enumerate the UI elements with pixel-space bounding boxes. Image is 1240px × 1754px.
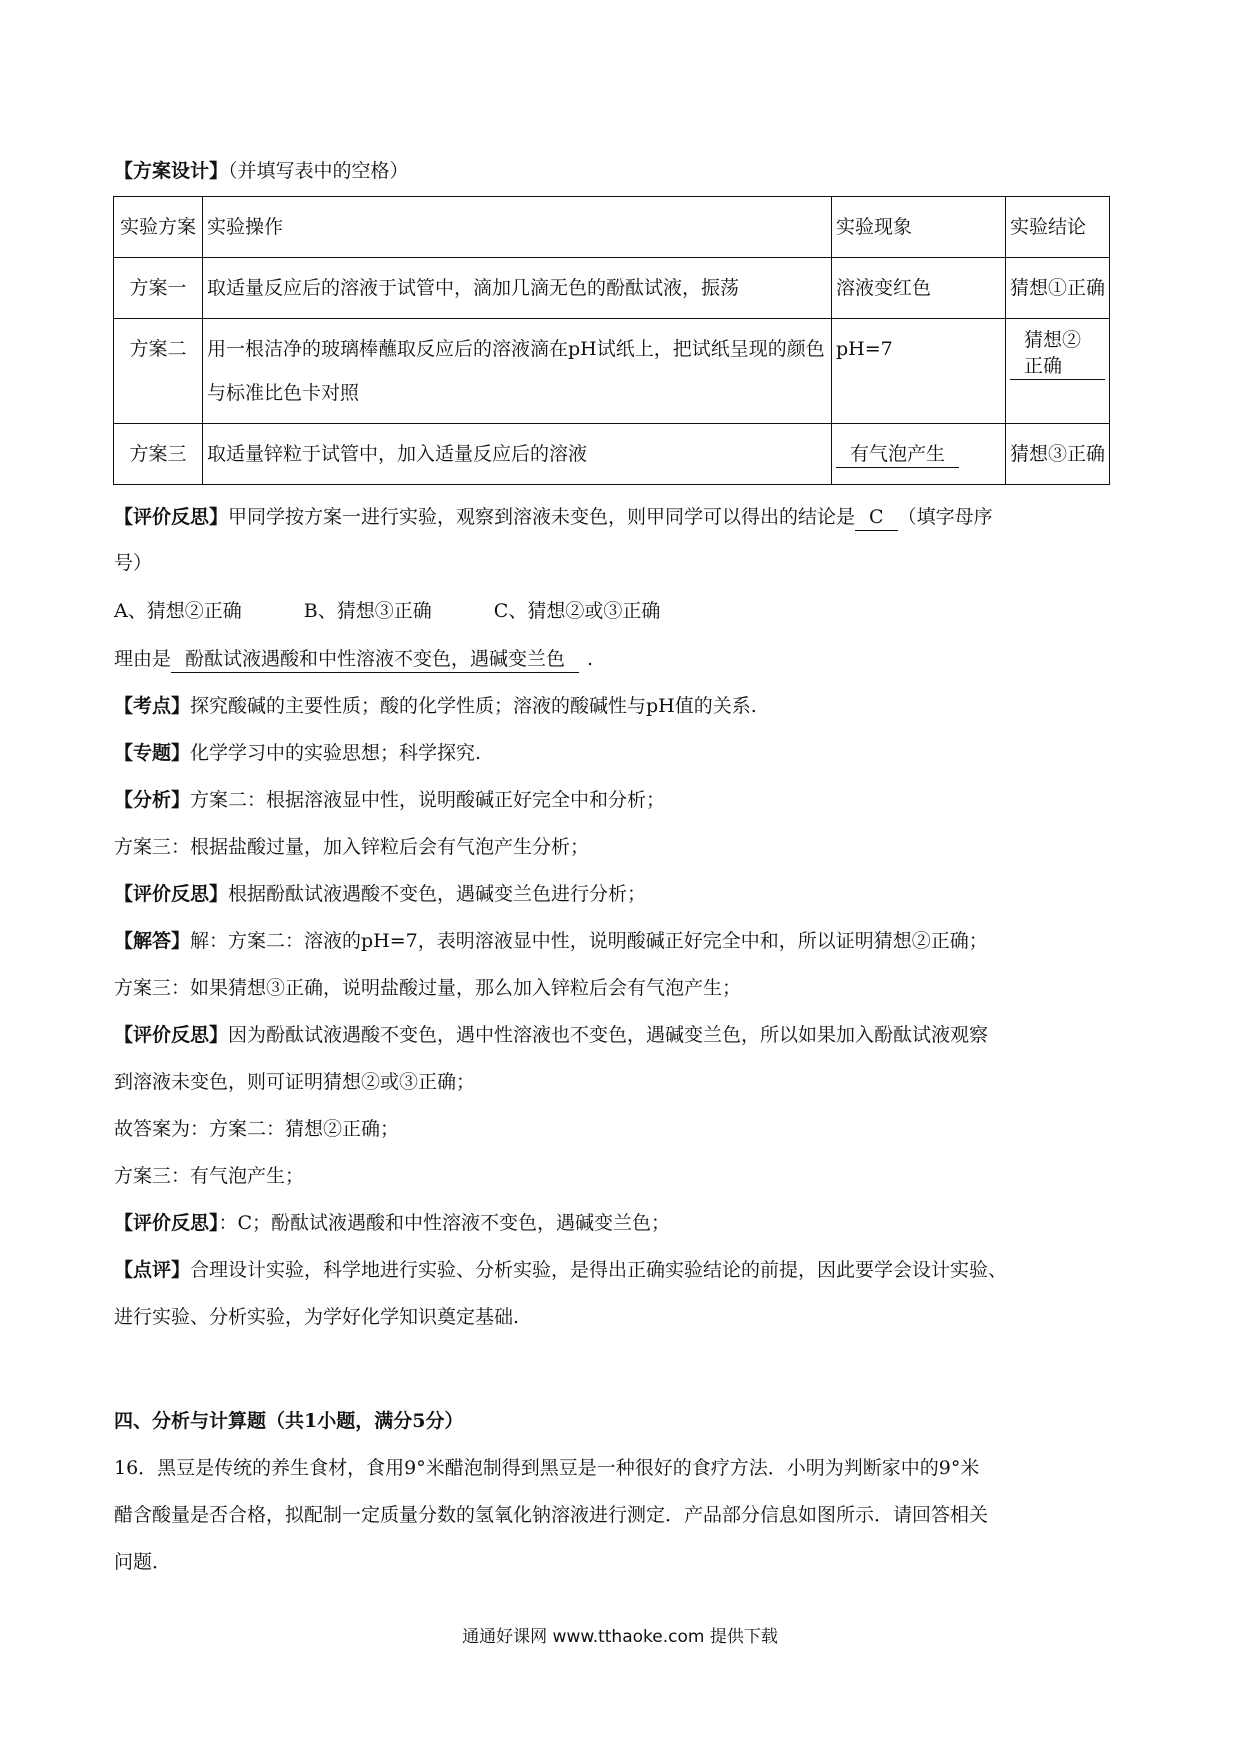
row-conclusion: 猜想③正确 (1006, 424, 1110, 485)
analysis-label: 【点评】 (114, 1259, 191, 1281)
header-operation: 实验操作 (203, 197, 832, 258)
row-phenomenon: 溶液变红色 (832, 258, 1006, 319)
header-phenomenon: 实验现象 (832, 197, 1006, 258)
question-16-line: 问题． (114, 1551, 172, 1573)
experiment-table (113, 196, 1110, 485)
answer-blank: 有气泡产生 (836, 441, 959, 468)
analysis-line (114, 975, 741, 1001)
question-16-line: 16．黑豆是传统的养生食材，食用9°米醋泡制得到黑豆是一种很好的食疗方法．小明为判断家中的9°米 (114, 1457, 980, 1479)
reason-answer: 酚酞试液遇酸和中性溶液不变色，遇碱变兰色 (171, 646, 579, 673)
analysis-label: 【分析】 (114, 789, 191, 811)
analysis-line (114, 834, 589, 860)
analysis-text: ：C；酚酞试液遇酸和中性溶液不变色，遇碱变兰色； (218, 1212, 671, 1234)
table-row (114, 258, 1110, 319)
option-b: B、猜想③正确 (303, 600, 432, 622)
analysis-line (114, 1163, 304, 1189)
analysis-line (114, 1304, 519, 1330)
evaluation-label: 【评价反思】 (114, 506, 229, 528)
analysis-label: 【解答】 (114, 930, 191, 952)
header-plan: 实验方案 (114, 197, 203, 258)
row-conclusion: 猜想①正确 (1006, 258, 1110, 319)
reason-line (114, 646, 593, 673)
analysis-text: 进行实验、分析实验，为学好化学知识奠定基础. (114, 1306, 520, 1328)
analysis-line (114, 693, 757, 719)
row-phenomenon: pH=7 (832, 319, 1006, 424)
evaluation-line2: 号） (114, 552, 153, 574)
section-title: 四、分析与计算题（共1小题，满分5分） (114, 1410, 464, 1432)
analysis-label: 【评价反思】 (114, 1212, 219, 1234)
analysis-label: 【评价反思】 (114, 1024, 229, 1046)
analysis-line (114, 1257, 1007, 1283)
reason-prefix: 理由是 (114, 648, 172, 670)
page-footer: 通通好课网 www.tthaoke.com 提供下载 (462, 1627, 778, 1647)
evaluation-answer: C (855, 504, 898, 531)
analysis-line (114, 1022, 988, 1048)
analysis-line (114, 1116, 399, 1142)
row-phenomenon (832, 424, 1006, 485)
evaluation-text: 甲同学按方案一进行实验，观察到溶液未变色，则甲同学可以得出的结论是 (228, 506, 856, 528)
reason-end: . (587, 648, 594, 670)
row-plan: 方案一 (114, 258, 203, 319)
analysis-line (114, 881, 646, 907)
analysis-text: 到溶液未变色，则可证明猜想②或③正确； (114, 1071, 476, 1093)
analysis-line (114, 1210, 670, 1236)
analysis-text: 方案三：如果猜想③正确，说明盐酸过量，那么加入锌粒后会有气泡产生； (114, 977, 742, 999)
option-c: C、猜想②或③正确 (493, 600, 661, 622)
answer-blank: 猜想②正确 (1010, 327, 1105, 380)
analysis-line (114, 787, 665, 813)
analysis-line (114, 928, 988, 954)
analysis-text: 解：方案二：溶液的pH=7，表明溶液显中性，说明酸碱正好完全中和，所以证明猜想②正确； (190, 930, 988, 952)
heading-label: 【方案设计】 (114, 160, 229, 182)
analysis-text: 方案二：根据溶液显中性，说明酸碱正好完全中和分析； (190, 789, 666, 811)
analysis-text: 根据酚酞试液遇酸不变色，遇碱变兰色进行分析； (228, 883, 647, 905)
analysis-label: 【专题】 (114, 742, 191, 764)
scheme-design-heading (114, 158, 409, 184)
analysis-text: 因为酚酞试液遇酸不变色，遇中性溶液也不变色，遇碱变兰色，所以如果加入酚酞试液观察 (228, 1024, 989, 1046)
row-operation: 取适量锌粒于试管中，加入适量反应后的溶液 (203, 424, 832, 485)
analysis-label: 【评价反思】 (114, 883, 229, 905)
analysis-text: 化学学习中的实验思想；科学探究. (190, 742, 482, 764)
options-row (114, 598, 660, 624)
question-16-line: 醋含酸量是否合格，拟配制一定质量分数的氢氧化钠溶液进行测定．产品部分信息如图所示．请回答相关 (114, 1504, 989, 1526)
table-row (114, 424, 1110, 485)
table-row (114, 319, 1110, 424)
analysis-line (114, 1069, 475, 1095)
row-operation: 取适量反应后的溶液于试管中，滴加几滴无色的酚酞试液，振荡 (203, 258, 832, 319)
analysis-text: 故答案为：方案二：猜想②正确； (114, 1118, 400, 1140)
analysis-label: 【考点】 (114, 695, 191, 717)
analysis-text: 方案三：有气泡产生； (114, 1165, 305, 1187)
row-operation: 用一根洁净的玻璃棒蘸取反应后的溶液滴在pH试纸上，把试纸呈现的颜色与标准比色卡对照 (203, 319, 832, 424)
header-conclusion: 实验结论 (1006, 197, 1110, 258)
table-header-row (114, 197, 1110, 258)
row-plan: 方案二 (114, 319, 203, 424)
analysis-line (114, 740, 481, 766)
row-conclusion (1006, 319, 1110, 424)
row-plan: 方案三 (114, 424, 203, 485)
analysis-text: 方案三：根据盐酸过量，加入锌粒后会有气泡产生分析； (114, 836, 590, 858)
evaluation-question (114, 504, 993, 531)
evaluation-text-after: （填字母序 (897, 506, 993, 528)
analysis-text: 探究酸碱的主要性质；酸的化学性质；溶液的酸碱性与pH值的关系. (190, 695, 757, 717)
option-a: A、猜想②正确 (114, 600, 242, 622)
heading-note: （并填写表中的空格） (228, 160, 409, 182)
analysis-text: 合理设计实验，科学地进行实验、分析实验，是得出正确实验结论的前提，因此要学会设计实验、 (190, 1259, 1008, 1281)
